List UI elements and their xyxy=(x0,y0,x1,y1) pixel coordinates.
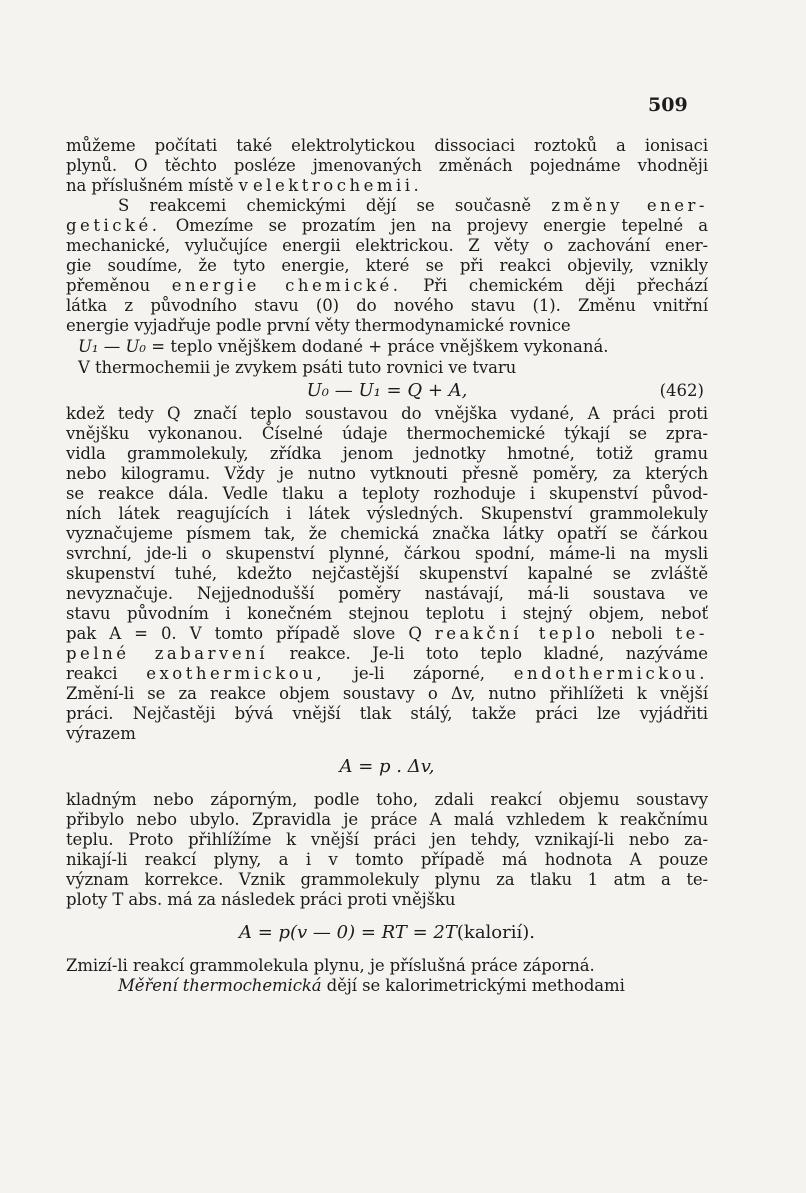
text-line xyxy=(66,276,708,296)
equation-unit: (kalorií). xyxy=(456,922,536,943)
text-line: kdež tedy Q značí teplo soustavou do vnějška vydané, A práci proti xyxy=(66,404,708,423)
equation-energy xyxy=(66,336,708,358)
text-line xyxy=(66,196,708,216)
text-line: V thermochemii je zvykem psáti tuto rovnici ve tvaru xyxy=(78,358,517,377)
text-line xyxy=(66,976,708,996)
text-span: dějí se kalorimetrickými methodami xyxy=(321,976,625,995)
spacer xyxy=(66,780,708,790)
text-line: ploty T abs. má za následek práci proti vnějšku xyxy=(66,890,456,909)
spaced-term: te- xyxy=(675,624,708,643)
text-span: Při chemickém ději přechází xyxy=(401,276,708,295)
text-line xyxy=(66,624,708,644)
equation-gas-work xyxy=(66,920,708,946)
text-line: můžeme počítati také elektrolytickou dissociaci roztoků a ionisaci xyxy=(66,136,708,155)
text-line: stavu původním i konečném stejnou teplotu i stejný objem, neboť xyxy=(66,604,708,623)
text-line: nebo kilogramu. Vždy je nutno vytknouti přesně poměry, za kterých xyxy=(66,464,708,483)
spacer xyxy=(66,910,708,920)
equation-number: (462) xyxy=(659,381,704,400)
text-line: teplu. Proto přihlížíme k vnější práci jen tehdy, vznikají-li nebo za- xyxy=(66,830,708,849)
text-line: přibylo nebo ubylo. Zpravidla je práce A malá vzhledem k reakčnímu xyxy=(66,810,708,829)
text-line xyxy=(66,216,708,236)
text-line: látka z původního stavu (0) do nového stavu (1). Změnu vnitřní xyxy=(66,296,708,315)
text-line: výrazem xyxy=(66,724,136,743)
spacer xyxy=(66,946,708,956)
text-span: reakce. Je-li toto teplo kladné, nazýváme xyxy=(268,644,708,663)
text-line: gie soudíme, že tyto energie, které se při reakci objevily, vznikly xyxy=(66,256,708,275)
spaced-term: exothermickou, xyxy=(146,664,326,683)
text-line: nevyznačuje. Nejjednodušší poměry nastávají, má-li soustava ve xyxy=(66,584,708,603)
text-span: přeměnou xyxy=(66,276,172,295)
text-line: skupenství tuhé, kdežto nejčastější skupenství kapalné se zvláště xyxy=(66,564,708,583)
text-line: vidla grammolekuly, zřídka jenom jednotky hmotné, totiž gramu xyxy=(66,444,708,463)
text-line xyxy=(66,176,708,196)
text-span: pak A = 0. V tomto případě slove Q xyxy=(66,624,435,643)
text-span: reakci xyxy=(66,664,147,683)
text-line: ních látek reagujících i látek výsledných. Skupenství grammolekuly xyxy=(66,504,708,523)
spaced-term: energie chemické. xyxy=(171,276,402,295)
equation-lhs: U₁ — U₀ = xyxy=(78,337,166,356)
text-span: na příslušném místě v xyxy=(66,176,253,195)
spaced-term: endothermickou. xyxy=(513,664,708,683)
text-line xyxy=(66,644,708,664)
equation-rhs: teplo vnějškem dodané + práce vnějškem vykonaná. xyxy=(165,337,609,356)
text-line: nikají-li reakcí plyny, a i v tomto případě má hodnota A pouze xyxy=(66,850,708,869)
equation-body: U₀ — U₁ = Q + A, xyxy=(306,380,468,401)
italic-term: Měření thermochemická xyxy=(118,976,322,995)
equation-body: A = p(v — 0) = RT = 2T xyxy=(238,922,457,943)
page-number: 509 xyxy=(648,94,688,116)
text-line: Zmizí-li reakcí grammolekula plynu, je příslušná práce záporná. xyxy=(66,956,595,975)
text-line: význam korrekce. Vznik grammolekuly plynu za tlaku 1 atm a te- xyxy=(66,870,708,889)
text-span: je-li záporné, xyxy=(325,664,514,683)
spaced-term: pelné zabarvení xyxy=(66,644,269,663)
spaced-term: getické. xyxy=(66,216,161,235)
spaced-term: reakční teplo xyxy=(434,624,599,643)
spaced-term: změny ener- xyxy=(551,196,708,215)
text-line: mechanické, vylučujíce energii elektrickou. Z věty o zachování ener- xyxy=(66,236,708,255)
text-span: Omezíme se prozatím jen na projevy energie tepelné a xyxy=(160,216,708,235)
text-line: kladným nebo záporným, podle toho, zdali reakcí objemu soustavy xyxy=(66,790,708,809)
text-span: S reakcemi chemickými dějí se současně xyxy=(118,196,552,215)
text-span: neboli xyxy=(598,624,676,643)
equation-462 xyxy=(66,378,708,404)
text-line: Změní-li se za reakce objem soustavy o Δv, nutno přihlížeti k vnější xyxy=(66,684,708,703)
text-line: se reakce dála. Vedle tlaku a teploty rozhoduje i skupenství původ- xyxy=(66,484,708,503)
text-line: energie vyjadřuje podle první věty thermodynamické rovnice xyxy=(66,316,571,335)
text-line: svrchní, jde-li o skupenství plynné, čárkou spodní, máme-li na mysli xyxy=(66,544,708,563)
spaced-term: elektrochemii. xyxy=(252,176,423,195)
text-line xyxy=(66,664,708,684)
text-line: práci. Nejčastěji bývá vnější tlak stálý, takže práci lze vyjádřiti xyxy=(66,704,708,723)
text-line: plynů. O těchto posléze jmenovaných změnách pojednáme vhodněji xyxy=(66,156,708,175)
text-line: vnějšku vykonanou. Číselné údaje thermochemické týkají se zpra- xyxy=(66,424,708,443)
text-line: vyznačujeme písmem tak, že chemická značka látky opatří se čárkou xyxy=(66,524,708,543)
spacer xyxy=(66,744,708,754)
equation-work: A = p . Δv, xyxy=(339,756,435,777)
body-text xyxy=(66,136,708,996)
